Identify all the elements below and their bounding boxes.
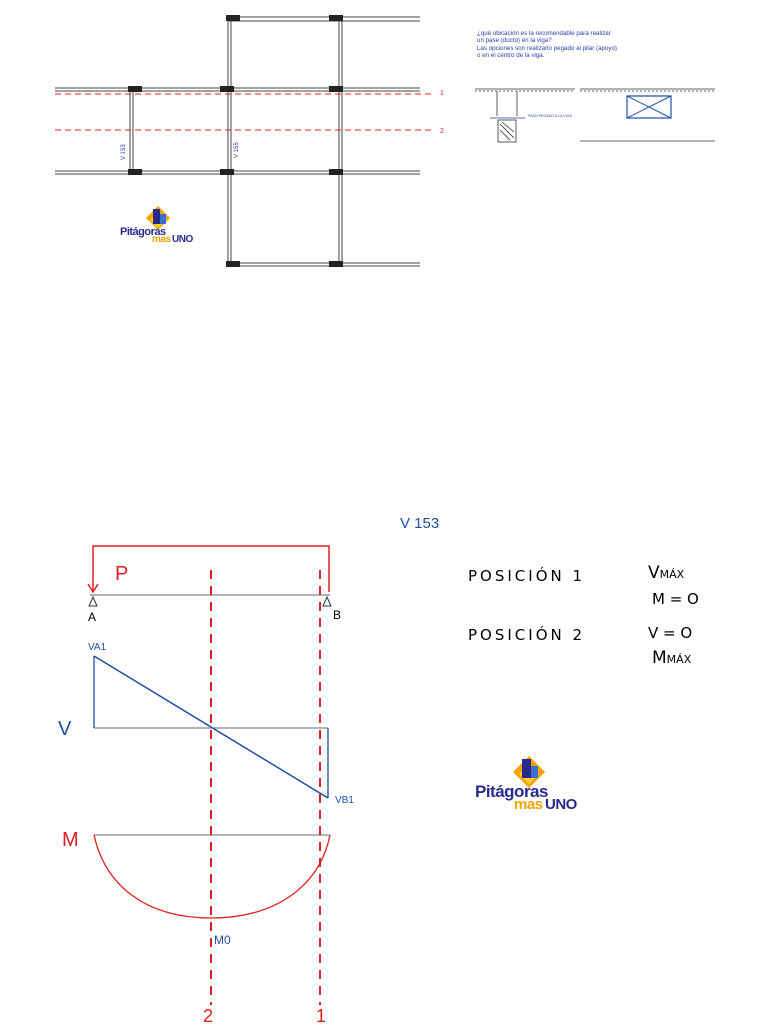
position-1-v-sub: MÁX <box>659 568 685 581</box>
section-2-label: 2 <box>203 1006 214 1024</box>
logo-brand-uno: UNO <box>545 796 577 813</box>
position-1-v <box>648 563 684 583</box>
axis-1-label: 1 <box>440 90 444 97</box>
logo-brand-more: mas <box>514 796 543 813</box>
position-1-label: POSICIÓN 1 <box>468 567 586 585</box>
support-a-icon <box>89 597 97 606</box>
shear-label: V <box>58 718 72 740</box>
section-sketches <box>470 80 730 150</box>
question-line: un pase (ducto) en la viga? <box>477 37 552 45</box>
logo-bottom <box>474 754 584 816</box>
question-line: Las opciones son realizarlo pegado al pilar (apoyo) <box>477 44 617 52</box>
section-1-label: 1 <box>316 1006 327 1024</box>
logo-top <box>120 204 200 249</box>
position-2-v: V = O <box>648 624 693 642</box>
load-label: P <box>115 563 129 585</box>
axis-2-label: 2 <box>440 128 444 135</box>
logo-brand-top: Pitágoras <box>120 226 166 238</box>
support-b-icon <box>323 597 331 606</box>
position-1-v-text: V <box>648 563 660 583</box>
position-2-m-text: M <box>652 648 667 668</box>
logo-brand-more: mas <box>152 234 171 245</box>
shear-top-label: VA1 <box>88 642 107 653</box>
logo-brand-top: Pitágoras <box>475 782 548 801</box>
question-line: o en el centro de la viga. <box>477 51 545 59</box>
position-2-m-sub: MÁX <box>666 653 692 666</box>
section-note: PASO PEGADO A LA VIGA <box>528 114 572 118</box>
diagram-title: V 153 <box>400 515 440 532</box>
question-text <box>477 30 647 59</box>
beam-label-v155: V 155 <box>234 142 240 158</box>
question-line: ¿qué ubicación es la recomendable para realizar <box>477 30 611 37</box>
position-1-m: M = O <box>652 590 699 608</box>
beam-label-v153: V 153 <box>121 144 127 160</box>
support-b-label: B <box>333 608 342 622</box>
floor-plan <box>0 0 470 280</box>
support-a-label: A <box>88 610 97 624</box>
moment-max-label: M0 <box>214 933 231 947</box>
position-2-m <box>652 648 691 668</box>
moment-label: M <box>62 829 79 851</box>
load-line <box>93 546 329 592</box>
shear-bottom-label: VB1 <box>335 795 354 806</box>
position-2-label: POSICIÓN 2 <box>468 626 586 644</box>
logo-brand-uno: UNO <box>172 234 193 245</box>
shear-line <box>94 656 328 798</box>
